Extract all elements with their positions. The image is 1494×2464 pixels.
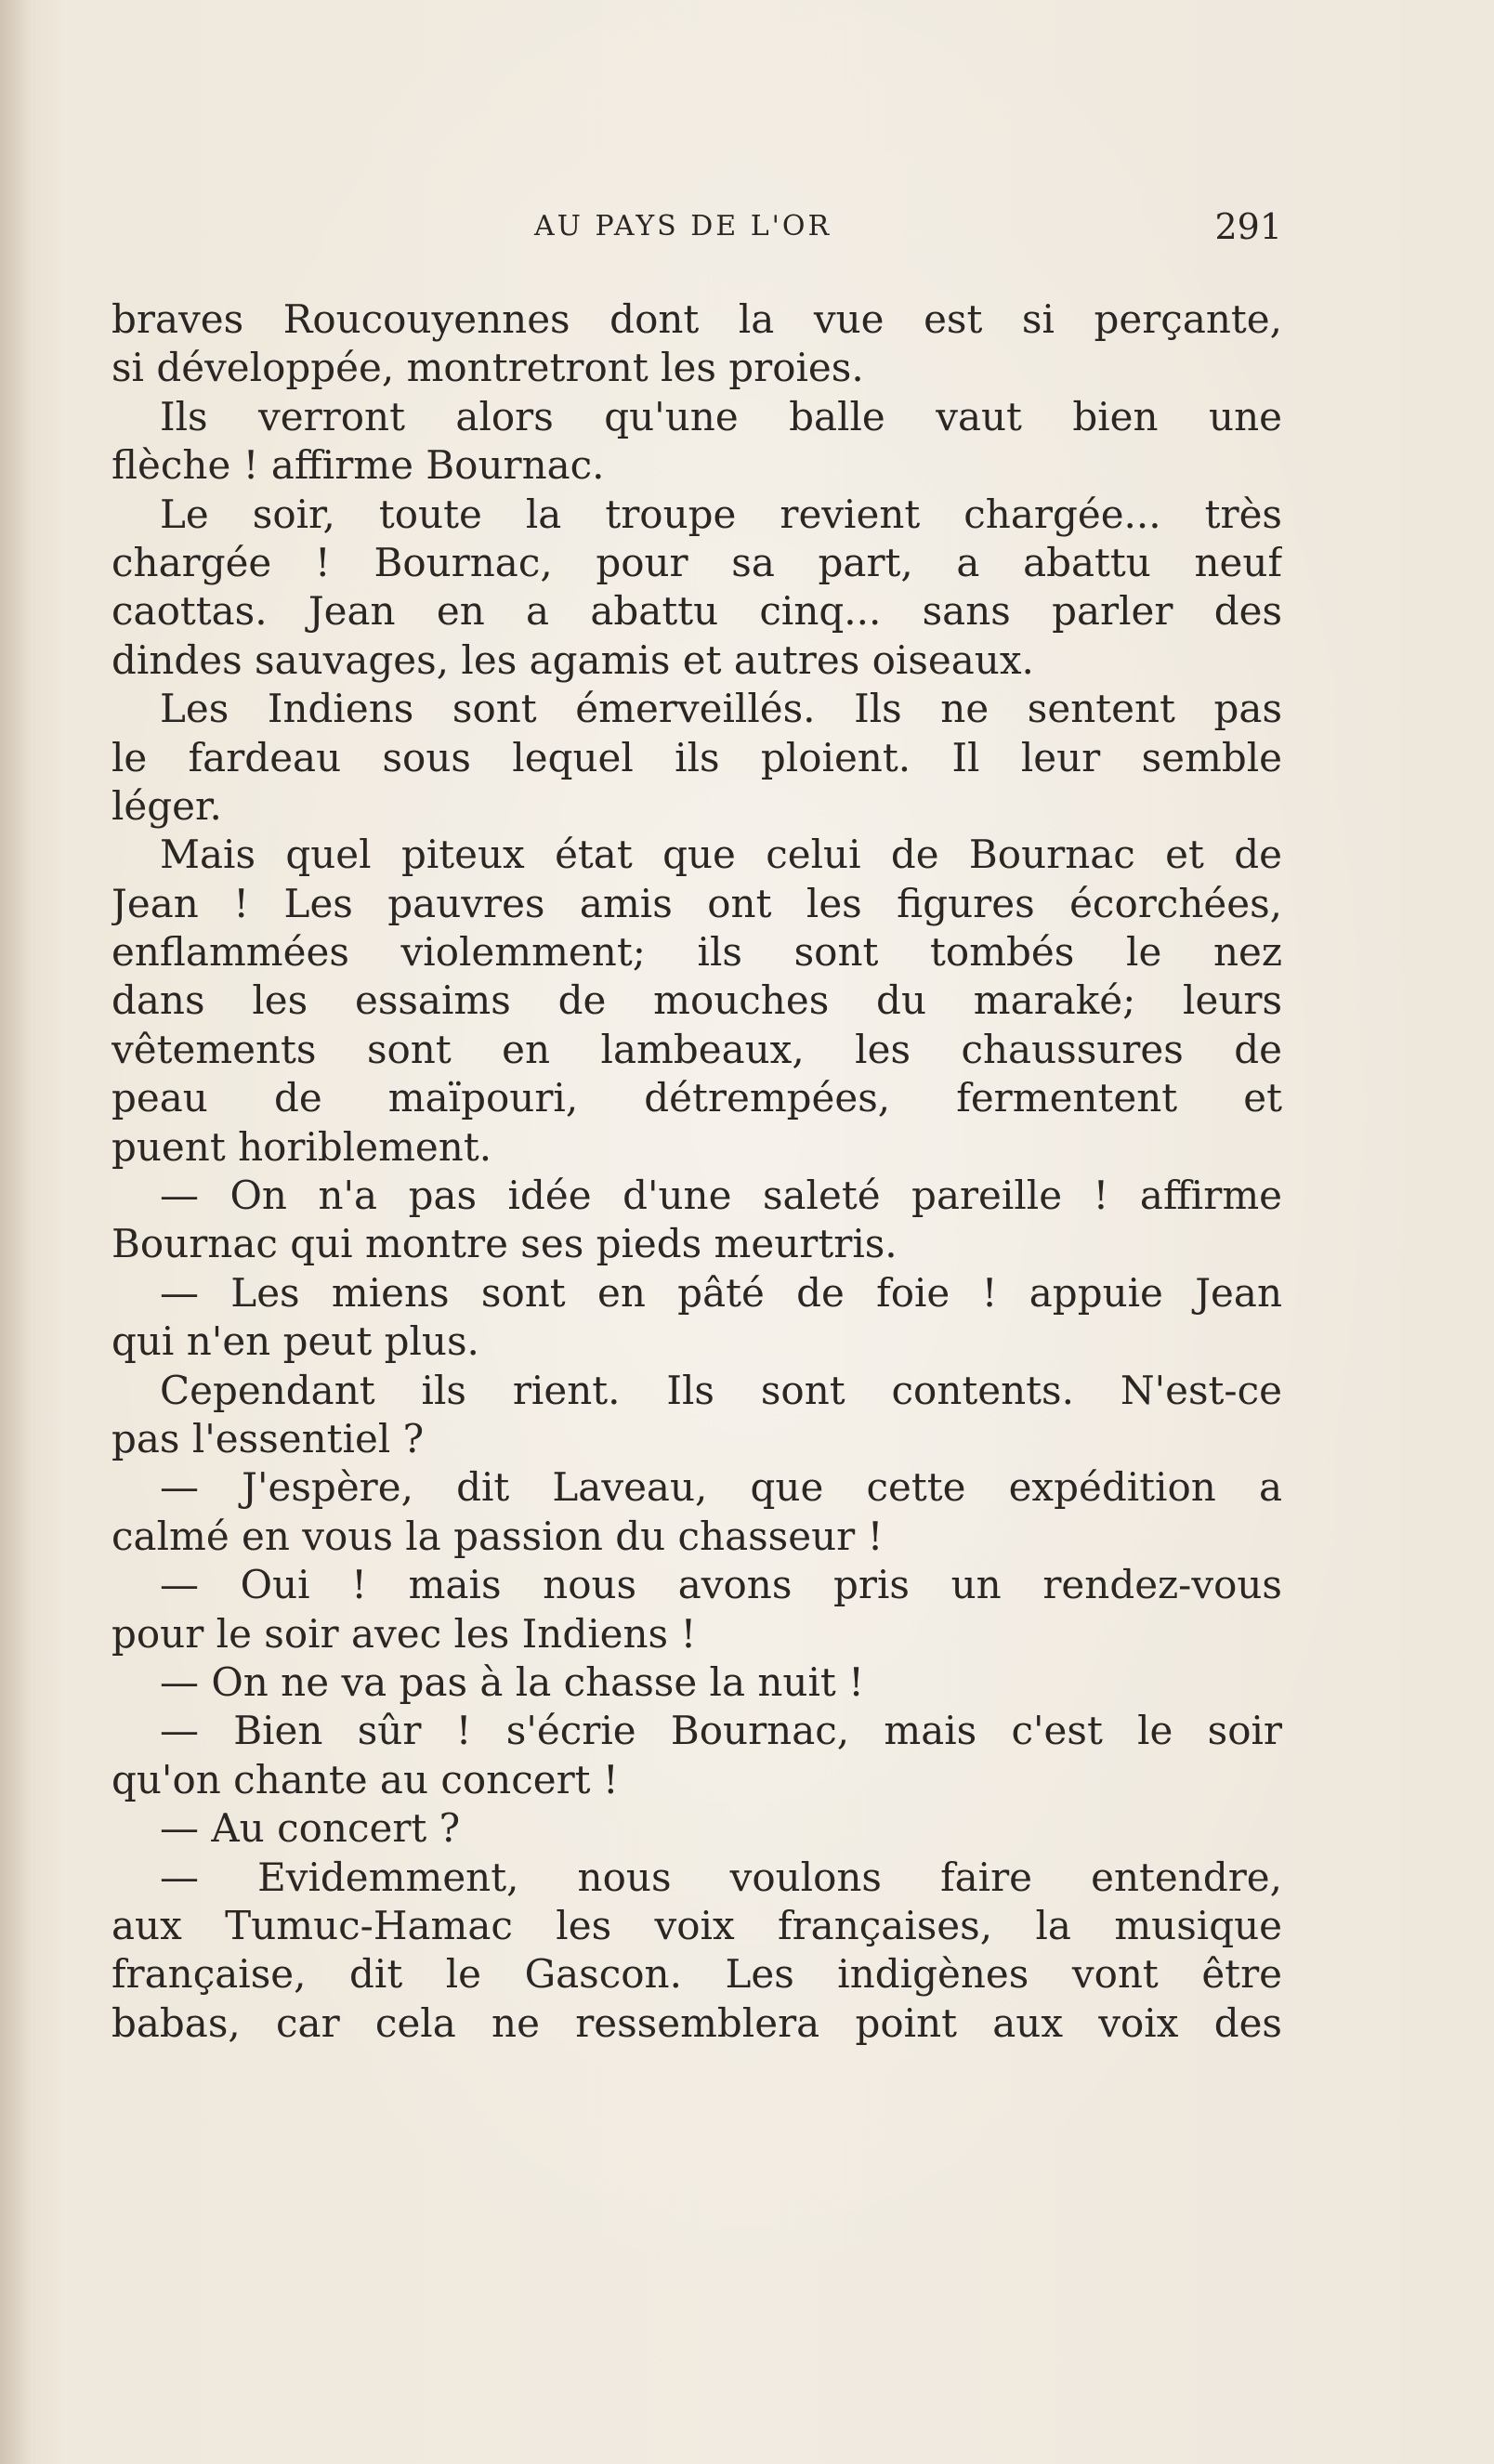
text-line: vêtements sont en lambeaux, les chaussures de <box>111 1026 1282 1072</box>
text-line: qu'on chante au concert ! <box>111 1756 619 1802</box>
body-text <box>111 295 1282 2048</box>
text-line: — J'espère, dit Laveau, que cette expédition a <box>160 1464 1282 1511</box>
text-line: Jean ! Les pauvres amis ont les figures écorchées, <box>111 880 1282 926</box>
text-line: — Oui ! mais nous avons pris un rendez-vous <box>160 1562 1282 1608</box>
text-line: babas, car cela ne ressemblera point aux voix des <box>111 1999 1282 2046</box>
text-line: française, dit le Gascon. Les indigènes vont être <box>111 1951 1282 1998</box>
text-line: peau de maïpouri, détrempées, fermentent et <box>111 1075 1282 1121</box>
page-number: 291 <box>1214 206 1282 247</box>
text-line: le fardeau sous lequel ils ploient. Il leur semble <box>111 734 1282 780</box>
text-line: flèche ! affirme Bournac. <box>111 442 605 489</box>
text-line: qui n'en peut plus. <box>111 1318 479 1365</box>
text-line: chargée ! Bournac, pour sa part, a abattu neuf <box>111 539 1282 585</box>
text-line: calmé en vous la passion du chasseur ! <box>111 1513 884 1559</box>
text-line: enflammées violemment; ils sont tombés le nez <box>111 929 1282 976</box>
text-line: Le soir, toute la troupe revient chargée... très <box>160 491 1282 537</box>
text-line: Cependant ils rient. Ils sont contents. N'est-ce <box>160 1367 1282 1413</box>
running-title: AU PAYS DE L'OR <box>534 210 832 242</box>
text-line: pas l'essentiel ? <box>111 1415 425 1461</box>
text-line: — Evidemment, nous voulons faire entendre, <box>160 1854 1282 1900</box>
text-line: — Bien sûr ! s'écrie Bournac, mais c'est le soir <box>160 1708 1282 1754</box>
text-line: — Au concert ? <box>160 1805 461 1852</box>
text-line: braves Roucouyennes dont la vue est si perçante, <box>111 296 1282 342</box>
text-line: aux Tumuc-Hamac les voix françaises, la musique <box>111 1902 1282 1948</box>
text-line: — On n'a pas idée d'une saleté pareille ! affirme <box>160 1173 1282 1219</box>
page-gutter-shadow <box>0 0 32 2464</box>
text-line: caottas. Jean en a abattu cinq... sans parler des <box>111 588 1282 635</box>
text-line: pour le soir avec les Indiens ! <box>111 1610 697 1657</box>
text-line: puent horiblement. <box>111 1123 492 1170</box>
text-line: Les Indiens sont émerveillés. Ils ne sentent pas <box>160 686 1282 732</box>
text-line: léger. <box>111 782 222 829</box>
text-line: Ils verront alors qu'une balle vaut bien une <box>160 393 1282 439</box>
text-line: si développée, montretront les proies. <box>111 345 864 391</box>
running-head <box>111 206 1282 253</box>
text-line: dans les essaims de mouches du maraké; leurs <box>111 977 1282 1024</box>
text-line: Mais quel piteux état que celui de Bournac et de <box>160 832 1282 878</box>
text-line: dindes sauvages, les agamis et autres oiseaux. <box>111 636 1034 683</box>
text-line: Bournac qui montre ses pieds meurtris. <box>111 1221 898 1267</box>
text-line: — On ne va pas à la chasse la nuit ! <box>160 1658 864 1705</box>
text-line: — Les miens sont en pâté de foie ! appuie Jean <box>160 1269 1282 1316</box>
